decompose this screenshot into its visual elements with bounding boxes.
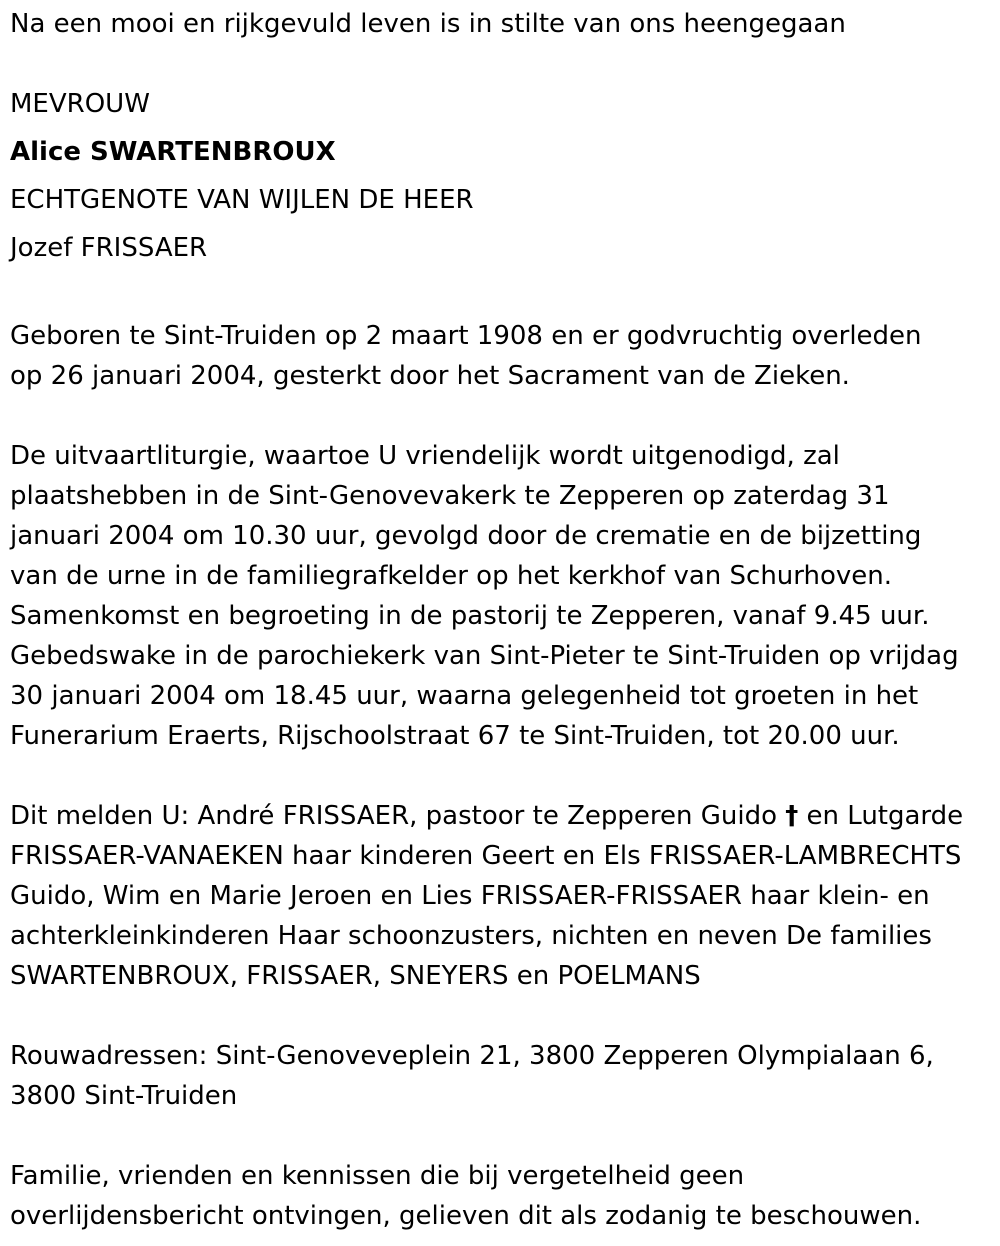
spacer [10,756,995,796]
paragraph-line: Funerarium Eraerts, Rijschoolstraat 67 te Sint-Truiden, tot 20.00 uur. [10,721,900,751]
paragraph-line: Guido, Wim en Marie Jeroen en Lies FRISSAER-FRISSAER haar klein- en [10,881,930,911]
paragraph-line: Rouwadressen: Sint-Genoveveplein 21, 3800 Zepperen Olympialaan 6, [10,1041,934,1071]
paragraph-line [10,796,995,836]
paragraph-line: januari 2004 om 10.30 uur, gevolgd door de crematie en de bijzetting [10,521,922,551]
deceased-name: Alice SWARTENBROUX [10,137,336,167]
spacer [10,996,995,1036]
paragraph-line: 30 januari 2004 om 18.45 uur, waarna gelegenheid tot groeten in het [10,681,919,711]
spacer [10,1116,995,1156]
paragraph-line: Gebedswake in de parochiekerk van Sint-Pieter te Sint-Truiden op vrijdag [10,641,959,671]
addresses-paragraph [10,1036,995,1116]
cross-icon: † [785,801,799,831]
intro-text: Na een mooi en rijkgevuld leven is in stilte van ons heengegaan [10,9,846,39]
paragraph-line: overlijdensbericht ontvingen, gelieven dit als zodanig te beschouwen. [10,1201,922,1231]
closing-paragraph [10,1156,995,1236]
paragraph-line: op 26 januari 2004, gesterkt door het Sacrament van de Zieken. [10,361,850,391]
title-prefix: MEVROUW [10,89,150,119]
spouse-label: ECHTGENOTE VAN WIJLEN DE HEER [10,185,474,215]
paragraph-line: van de urne in de familiegrafkelder op het kerkhof van Schurhoven. [10,561,893,591]
paragraph-line: FRISSAER-VANAEKEN haar kinderen Geert en Els FRISSAER-LAMBRECHTS [10,841,962,871]
paragraph-line: Familie, vrienden en kennissen die bij vergetelheid geen [10,1161,745,1191]
obituary-document [10,4,995,1236]
paragraph-line: achterkleinkinderen Haar schoonzusters, nichten en neven De families [10,921,932,951]
funeral-paragraph [10,436,995,756]
paragraph-line: Geboren te Sint-Truiden op 2 maart 1908 en er godvruchtig overleden [10,321,922,351]
paragraph-line: plaatshebben in de Sint-Genovevakerk te Zepperen op zaterdag 31 [10,481,890,511]
family-text: Dit melden U: André FRISSAER, pastoor te Zepperen Guido [10,801,786,831]
paragraph-line: 3800 Sint-Truiden [10,1081,238,1111]
family-text: en Lutgarde [798,801,964,831]
birth-death-paragraph [10,316,995,396]
paragraph-line: De uitvaartliturgie, waartoe U vriendelijk wordt uitgenodigd, zal [10,441,840,471]
name-block [10,84,995,276]
paragraph-line: Samenkomst en begroeting in de pastorij te Zepperen, vanaf 9.45 uur. [10,601,930,631]
family-paragraph [10,796,995,996]
spacer [10,46,995,84]
spouse-name: Jozef FRISSAER [10,233,208,263]
paragraph-line: SWARTENBROUX, FRISSAER, SNEYERS en POELMANS [10,961,701,991]
spacer [10,396,995,436]
spacer [10,276,995,316]
